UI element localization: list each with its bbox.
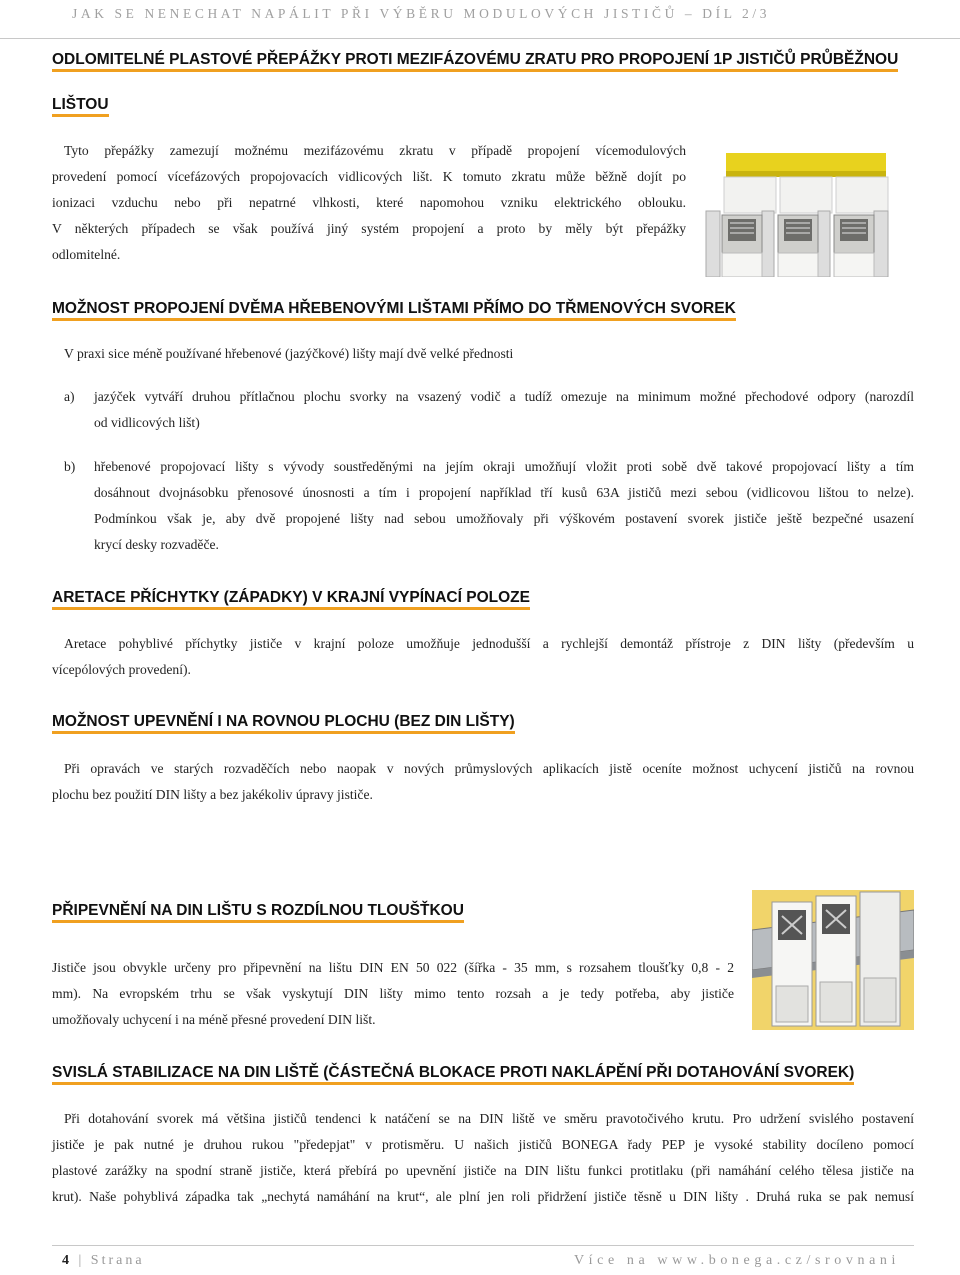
list-item-line: jazýček vytváří druhou přítlačnou plochu svorky na vsazený vodič a tudíž omezuje na minimum možné přechodové odpory (narozdíl xyxy=(94,389,914,404)
section1-line: Tyto přepážky zamezují možnému mezifázovému zkratu v případě propojení vícemodulových xyxy=(64,143,686,158)
list-item-line: dosáhnout dvojnásobku přenosové únosnosti a tím i propojení například tří kusů 63A jističů mezi sebou (vidlicovou lištou to nelze). xyxy=(94,485,914,500)
section6-line: krut). Naše pohyblivá západka tak „nechytá namáhání na krut“, ale plní jen roli přidržení jističe těsně u DIN lišty . Druhá ruka se pak nemusí xyxy=(52,1189,914,1204)
section3-heading xyxy=(52,589,530,607)
section1-line: odlomitelné. xyxy=(52,247,121,262)
section6-line: Při dotahování svorek má většina jističů tendenci k natáčení se na DIN liště ve směru pravotočivého krutu. Pro udržení svislého postavení xyxy=(64,1111,914,1126)
section2-heading-text: MOŽNOST PROPOJENÍ DVĚMA HŘEBENOVÝMI LIŠTAMI PŘÍMO DO TŘMENOVÝCH SVOREK xyxy=(52,300,736,321)
section3-line: Aretace pohyblivé příchytky jističe v krajní poloze umožňuje jednodušší a rychlejší demontáž přístroje z DIN lišty (především u xyxy=(64,636,914,651)
section4-line: Při opravách ve starých rozvaděčích nebo naopak v nových průmyslových aplikacích jistě oceníte možnost uchycení jističů na rovnou xyxy=(64,761,914,776)
section1-line: V některých případech se však používá jiný systém propojení a proto by měly být přepážky xyxy=(52,221,686,236)
section1-paragraph xyxy=(52,138,686,268)
din-rail-mount-image xyxy=(752,890,914,1030)
section1-heading-cont xyxy=(52,96,109,114)
section1-heading xyxy=(52,51,898,69)
footer-link[interactable]: Více na www.bonega.cz/srovnani xyxy=(573,1253,900,1268)
section1-heading-line2: LIŠTOU xyxy=(52,96,109,117)
list-item-line: Podmínkou však je, aby dvě propojené lišty nad sebou umožňovaly při výškovém postavení svorek jističe ještě bezpečné usazení xyxy=(94,511,914,526)
section1-line: ionizaci vzduchu nebo při nepatrné vlhkosti, které napomohou vzniku elektrického oblouku. xyxy=(52,195,686,210)
section3-line: vícepólových provedení). xyxy=(52,662,191,677)
list-item-text xyxy=(94,384,914,436)
list-item-label: a) xyxy=(64,389,75,404)
section4-heading-text: MOŽNOST UPEVNĚNÍ I NA ROVNOU PLOCHU (BEZ DIN LIŠTY) xyxy=(52,713,515,734)
page-label: | Strana xyxy=(78,1253,145,1268)
section5-line: umožňovaly uchycení i na méně přesné provedení DIN lišt. xyxy=(52,1012,376,1027)
section5-heading xyxy=(52,902,464,920)
footer-divider xyxy=(52,1245,914,1246)
section1-line: provedení pomocí vícefázových propojovacích vidlicových lišt. K tomuto zkratu může běžně dojít po xyxy=(52,169,686,184)
header-divider xyxy=(0,38,960,39)
section2-heading xyxy=(52,300,736,318)
section6-heading xyxy=(52,1064,854,1082)
list-item xyxy=(52,454,914,558)
section4-line: plochu bez použití DIN lišty a bez jakékoliv úpravy jističe. xyxy=(52,787,373,802)
section5-line: mm). Na evropském trhu se však vyskytují DIN lišty mimo tento rozsah a je tedy potřeba, aby jističe xyxy=(52,986,734,1001)
section4-paragraph xyxy=(52,756,914,808)
page-header xyxy=(0,0,960,38)
list-item-text xyxy=(94,454,914,558)
section3-heading-text: ARETACE PŘÍCHYTKY (ZÁPADKY) V KRAJNÍ VYPÍNACÍ POLOZE xyxy=(52,589,530,610)
section3-paragraph xyxy=(52,631,914,683)
section5-paragraph xyxy=(52,955,734,1033)
section5-line: Jističe jsou obvykle určeny pro připevnění na lištu DIN EN 50 022 (šířka - 35 mm, s rozsahem tloušťky 0,8 - 2 xyxy=(52,960,734,975)
footer-page-number xyxy=(62,1253,145,1269)
list-item xyxy=(52,384,914,436)
breaker-with-separators-image xyxy=(704,153,890,277)
section5-heading-text: PŘIPEVNĚNÍ NA DIN LIŠTU S ROZDÍLNOU TLOUŠŤKOU xyxy=(52,902,464,923)
header-title: JAK SE NENECHAT NAPÁLIT PŘI VÝBĚRU MODULOVÝCH JISTIČŮ – DÍL 2/3 xyxy=(72,6,771,21)
list-item-line: krycí desky rozvaděče. xyxy=(94,537,219,552)
section1-heading-line1: ODLOMITELNÉ PLASTOVÉ PŘEPÁŽKY PROTI MEZIFÁZOVÉMU ZRATU PRO PROPOJENÍ 1P JISTIČŮ PRŮBĚŽNOU xyxy=(52,51,898,72)
section4-heading xyxy=(52,713,515,731)
section6-line: plastové zarážky na spodní straně jističe, která přebírá po upevnění jističe na DIN lištu funkci protitlaku (při namáhání celého tělesa jističe na xyxy=(52,1163,914,1178)
list-item-line: od vidlicových lišt) xyxy=(94,415,200,430)
section6-heading-text: SVISLÁ STABILIZACE NA DIN LIŠTĚ (ČÁSTEČNÁ BLOKACE PROTI NAKLÁPĚNÍ PŘI DOTAHOVÁNÍ SVOREK) xyxy=(52,1064,854,1085)
section6-line: jističe je pak nutné je druhou rukou "předepjat" v protisměru. U našich jističů BONEGA řady PEP je vysoké stability docíleno pomocí xyxy=(52,1137,914,1152)
page-number: 4 xyxy=(62,1253,72,1268)
list-item-line: hřebenové propojovací lišty s vývody soustředěnými na jejím okraji umožňují vložit proti sobě dvě takové propojovací lišty a tím xyxy=(94,459,914,474)
section6-paragraph xyxy=(52,1106,914,1210)
section2-intro: V praxi sice méně používané hřebenové (jazýčkové) lišty mají dvě velké přednosti xyxy=(64,346,514,361)
list-item-label: b) xyxy=(64,459,76,474)
